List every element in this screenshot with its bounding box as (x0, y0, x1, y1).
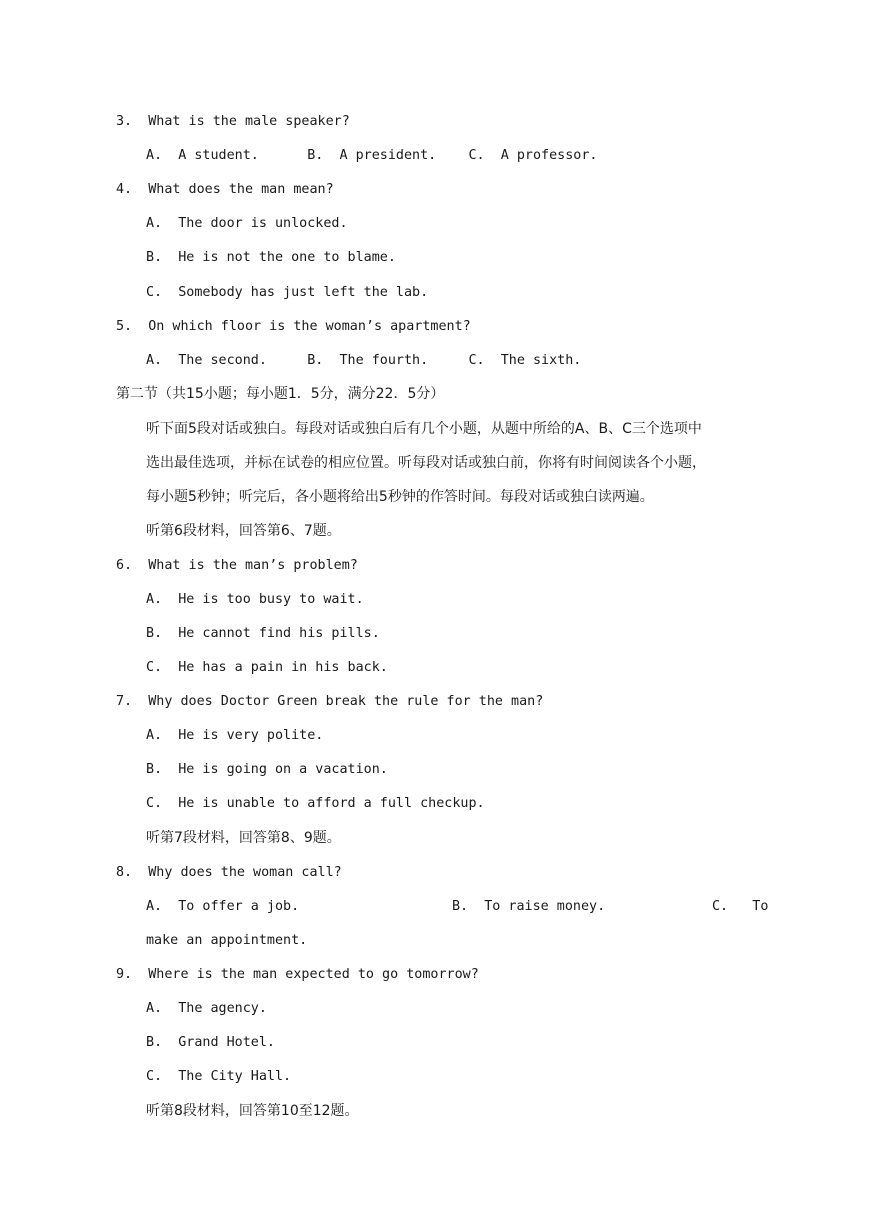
question-8-stem: 8. Why does the woman call? (116, 865, 342, 880)
section-2-heading: 第二节（共15小题；每小题1．5分，满分22．5分） (116, 386, 445, 402)
question-8-option-c: C. To (712, 899, 769, 914)
question-7-option-c: C. He is unable to afford a full checkup. (146, 796, 485, 811)
question-4-option-b: B. He is not the one to blame. (146, 250, 396, 265)
question-8-option-b: B. To raise money. (452, 899, 606, 914)
material-8-note: 听第8段材料，回答第10至12题。 (146, 1103, 359, 1119)
question-6-stem: 6. What is the man’s problem? (116, 558, 358, 573)
question-7-stem: 7. Why does Doctor Green break the rule for the man? (116, 694, 544, 709)
material-7-note: 听第7段材料，回答第8、9题。 (146, 830, 341, 846)
question-6-option-b: B. He cannot find his pills. (146, 626, 380, 641)
question-5-stem: 5. On which floor is the woman’s apartment? (116, 319, 471, 334)
question-9-option-c: C. The City Hall. (146, 1069, 292, 1084)
question-8-option-c-continued: make an appointment. (146, 933, 308, 948)
question-4-option-a: A. The door is unlocked. (146, 216, 348, 231)
question-8-option-a: A. To offer a job. (146, 899, 300, 914)
question-9-option-b: B. Grand Hotel. (146, 1035, 275, 1050)
section-2-instructions-line-2: 选出最佳选项，并标在试卷的相应位置。听每段对话或独白前，你将有时间阅读各个小题， (146, 455, 706, 471)
question-4-option-c: C. Somebody has just left the lab. (146, 285, 429, 300)
question-7-option-a: A. He is very polite. (146, 728, 324, 743)
question-6-option-c: C. He has a pain in his back. (146, 660, 388, 675)
section-2-instructions-line-3: 每小题5秒钟；听完后，各小题将给出5秒钟的作答时间。每段对话或独白读两遍。 (146, 489, 654, 505)
question-7-option-b: B. He is going on a vacation. (146, 762, 388, 777)
material-6-note: 听第6段材料，回答第6、7题。 (146, 523, 341, 539)
section-2-instructions-line-1: 听下面5段对话或独白。每段对话或独白后有几个小题，从题中所给的A、B、C三个选项中 (146, 421, 702, 437)
question-3-options: A. A student. B. A president. C. A professor. (146, 148, 598, 163)
question-6-option-a: A. He is too busy to wait. (146, 592, 364, 607)
question-3-stem: 3. What is the male speaker? (116, 114, 350, 129)
question-9-stem: 9. Where is the man expected to go tomorrow? (116, 967, 479, 982)
question-5-options: A. The second. B. The fourth. C. The sixth. (146, 353, 582, 368)
question-9-option-a: A. The agency. (146, 1001, 267, 1016)
question-4-stem: 4. What does the man mean? (116, 182, 334, 197)
